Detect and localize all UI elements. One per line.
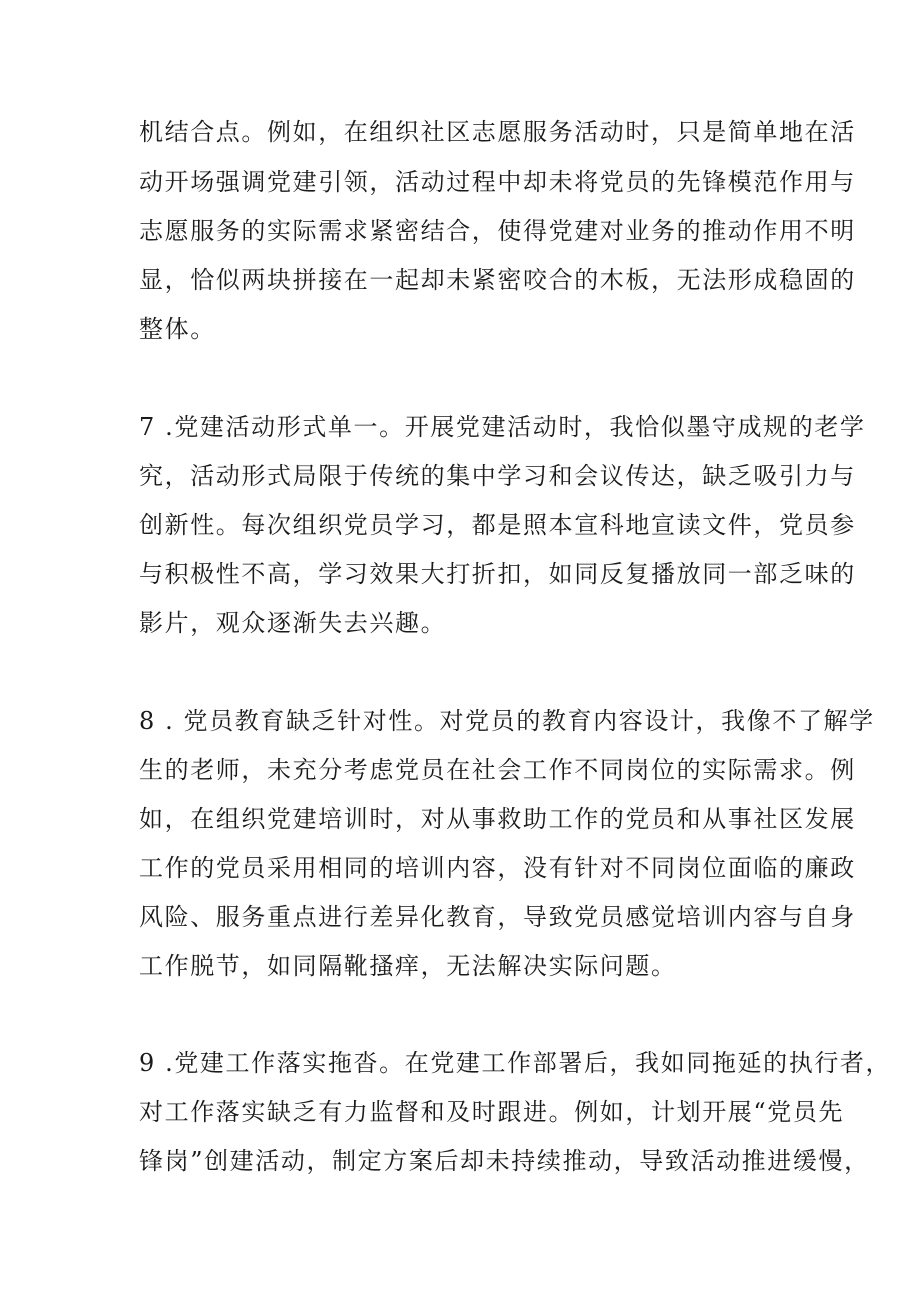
text-line: 工作的党员采用相同的培训内容，没有针对不同岗位面临的廉政 [139, 854, 856, 882]
text-line: 对工作落实缺乏有力监督和及时跟进。例如，计划开展“党员先 [139, 1098, 845, 1126]
text-line: 8 . 党员教育缺乏针对性。对党员的教育内容设计，我像不了解学 [139, 707, 875, 735]
text-line: 锋岗”创建活动，制定方案后却未持续推动，导致活动推进缓慢， [139, 1147, 870, 1175]
text-line: 整体。 [139, 315, 216, 343]
text-line: 生的老师，未充分考虑党员在社会工作不同岗位的实际需求。例 [139, 756, 856, 784]
text-line: 与积极性不高，学习效果大打折扣，如同反复播放同一部乏味的 [139, 560, 856, 588]
text-line: 7 .党建活动形式单一。开展党建活动时，我恰似墨守成规的老学 [139, 413, 866, 441]
text-line: 如，在组织党建培训时，对从事救助工作的党员和从事社区发展 [139, 805, 856, 833]
text-line: 动开场强调党建引领，活动过程中却未将党员的先锋模范作用与 [139, 168, 856, 196]
text-line: 风险、服务重点进行差异化教育，导致党员感觉培训内容与自身 [139, 903, 856, 931]
text-line: 机结合点。例如，在组织社区志愿服务活动时，只是简单地在活 [139, 118, 856, 146]
text-line: 创新性。每次组织党员学习，都是照本宣科地宣读文件，党员参 [139, 511, 856, 539]
text-line: 9 .党建工作落实拖沓。在党建工作部署后，我如同拖延的执行者， [139, 1049, 892, 1077]
text-line: 志愿服务的实际需求紧密结合，使得党建对业务的推动作用不明 [139, 217, 856, 245]
text-line: 显，恰似两块拼接在一起却未紧密咬合的木板，无法形成稳固的 [139, 266, 856, 294]
text-line: 究，活动形式局限于传统的集中学习和会议传达，缺乏吸引力与 [139, 462, 856, 490]
text-line: 工作脱节，如同隔靴搔痒，无法解决实际问题。 [139, 952, 677, 980]
text-line: 影片，观众逐渐失去兴趣。 [139, 609, 447, 637]
